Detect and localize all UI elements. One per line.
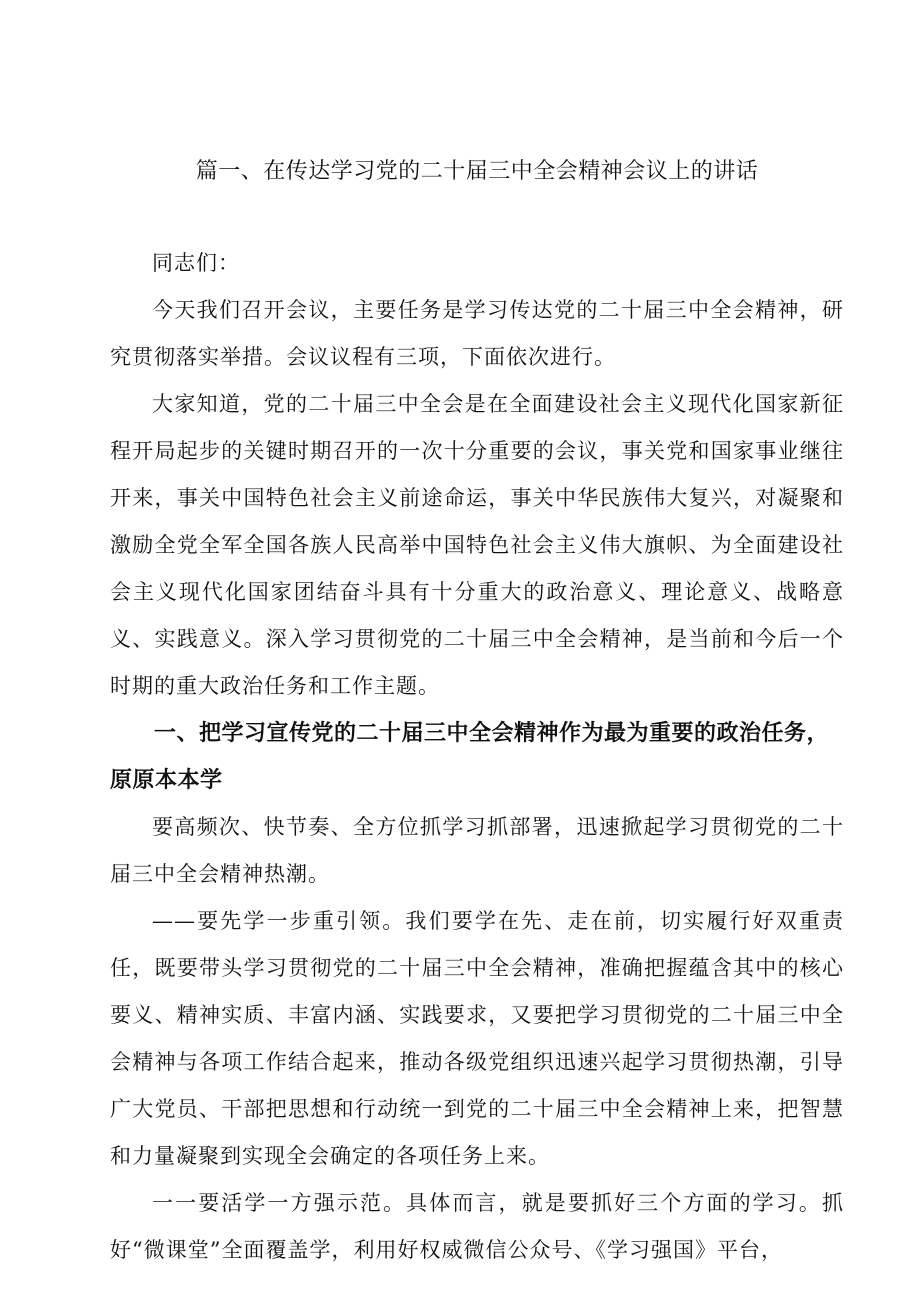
document-body xyxy=(110,240,844,1274)
section-paragraph: ——要先学一步重引领。我们要学在先、走在前，切实履行好双重责任，既要带头学习贯彻党的二十届三中全会精神，准确把握蕴含其中的核心要义、精神实质、丰富内涵、实践要求，又要把学习贯彻党的二十届三中全会精神与各项工作结合起来，推动各级党组织迅速兴起学习贯彻热潮，引导广大党员、干部把思想和行动统一到党的二十届三中全会精神上来，把智慧和力量凝聚到实现全会确定的各项任务上来。 xyxy=(110,909,844,1168)
salutation: 同志们： xyxy=(152,251,240,275)
section-paragraph: 要高频次、快节奏、全方位抓学习抓部署，迅速掀起学习贯彻党的二十届三中全会精神热潮。 xyxy=(110,815,844,886)
paragraph-intro: 今天我们召开会议，主要任务是学习传达党的二十届三中全会精神，研究贯彻落实举措。会议议程有三项，下面依次进行。 xyxy=(110,298,844,369)
section-heading: 一、把学习宣传党的二十届三中全会精神作为最为重要的政治任务，原原本本学 xyxy=(110,721,830,793)
section-paragraph: 一一要活学一方强示范。具体而言，就是要抓好三个方面的学习。抓好“微课堂”全面覆盖学，利用好权威微信公众号、《学习强国》平台， xyxy=(110,1191,844,1262)
paragraph-background: 大家知道，党的二十届三中全会是在全面建设社会主义现代化国家新征程开局起步的关键时期召开的一次十分重要的会议，事关党和国家事业继往开来，事关中国特色社会主义前途命运，事关中华民族伟大复兴，对凝聚和激励全党全军全国各族人民高举中国特色社会主义伟大旗帜、为全面建设社会主义现代化国家团结奋斗具有十分重大的政治意义、理论意义、战略意义、实践意义。深入学习贯彻党的二十届三中全会精神，是当前和今后一个时期的重大政治任务和工作主题。 xyxy=(110,392,844,698)
document-title: 篇一、在传达学习党的二十届三中全会精神会议上的讲话 xyxy=(195,159,759,184)
